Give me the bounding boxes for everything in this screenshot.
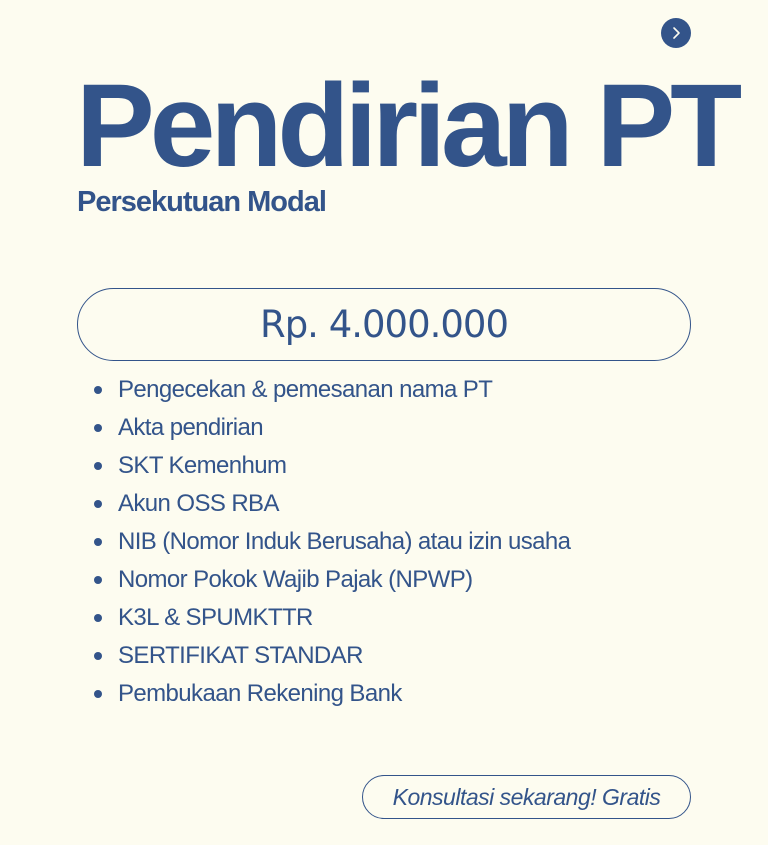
- feature-label: Pembukaan Rekening Bank: [118, 680, 402, 707]
- bullet-icon: [94, 614, 102, 622]
- feature-label: Akta pendirian: [118, 414, 264, 441]
- bullet-icon: [94, 690, 102, 698]
- feature-item: [92, 371, 570, 409]
- feature-list: [92, 371, 570, 713]
- feature-label: Akun OSS RBA: [118, 490, 279, 517]
- price-box: [77, 288, 691, 361]
- bullet-icon: [94, 424, 102, 432]
- bullet-icon: [94, 462, 102, 470]
- feature-label: SKT Kemenhum: [118, 452, 287, 479]
- consultation-button[interactable]: [362, 775, 691, 819]
- feature-item: [92, 409, 570, 447]
- feature-item: [92, 447, 570, 485]
- feature-label: NIB (Nomor Induk Berusaha) atau izin usaha: [118, 528, 571, 555]
- feature-label: Pengecekan & pemesanan nama PT: [118, 376, 493, 403]
- feature-label: SERTIFIKAT STANDAR: [118, 642, 363, 669]
- bullet-icon: [94, 652, 102, 660]
- consultation-button-label: Konsultasi sekarang! Gratis: [392, 783, 661, 810]
- next-button[interactable]: [661, 18, 691, 48]
- page-title: Pendirian PT: [76, 60, 738, 192]
- bullet-icon: [94, 500, 102, 508]
- feature-item: [92, 485, 570, 523]
- feature-item: [92, 523, 570, 561]
- feature-item: [92, 675, 570, 713]
- feature-label: Nomor Pokok Wajib Pajak (NPWP): [118, 566, 473, 593]
- chevron-right-icon: [670, 26, 682, 40]
- feature-item: [92, 637, 570, 675]
- feature-item: [92, 599, 570, 637]
- price-label: Rp. 4.000.000: [259, 303, 509, 346]
- bullet-icon: [94, 386, 102, 394]
- bullet-icon: [94, 538, 102, 546]
- feature-label: K3L & SPUMKTTR: [118, 604, 313, 631]
- bullet-icon: [94, 576, 102, 584]
- page-subtitle: Persekutuan Modal: [77, 186, 326, 218]
- feature-item: [92, 561, 570, 599]
